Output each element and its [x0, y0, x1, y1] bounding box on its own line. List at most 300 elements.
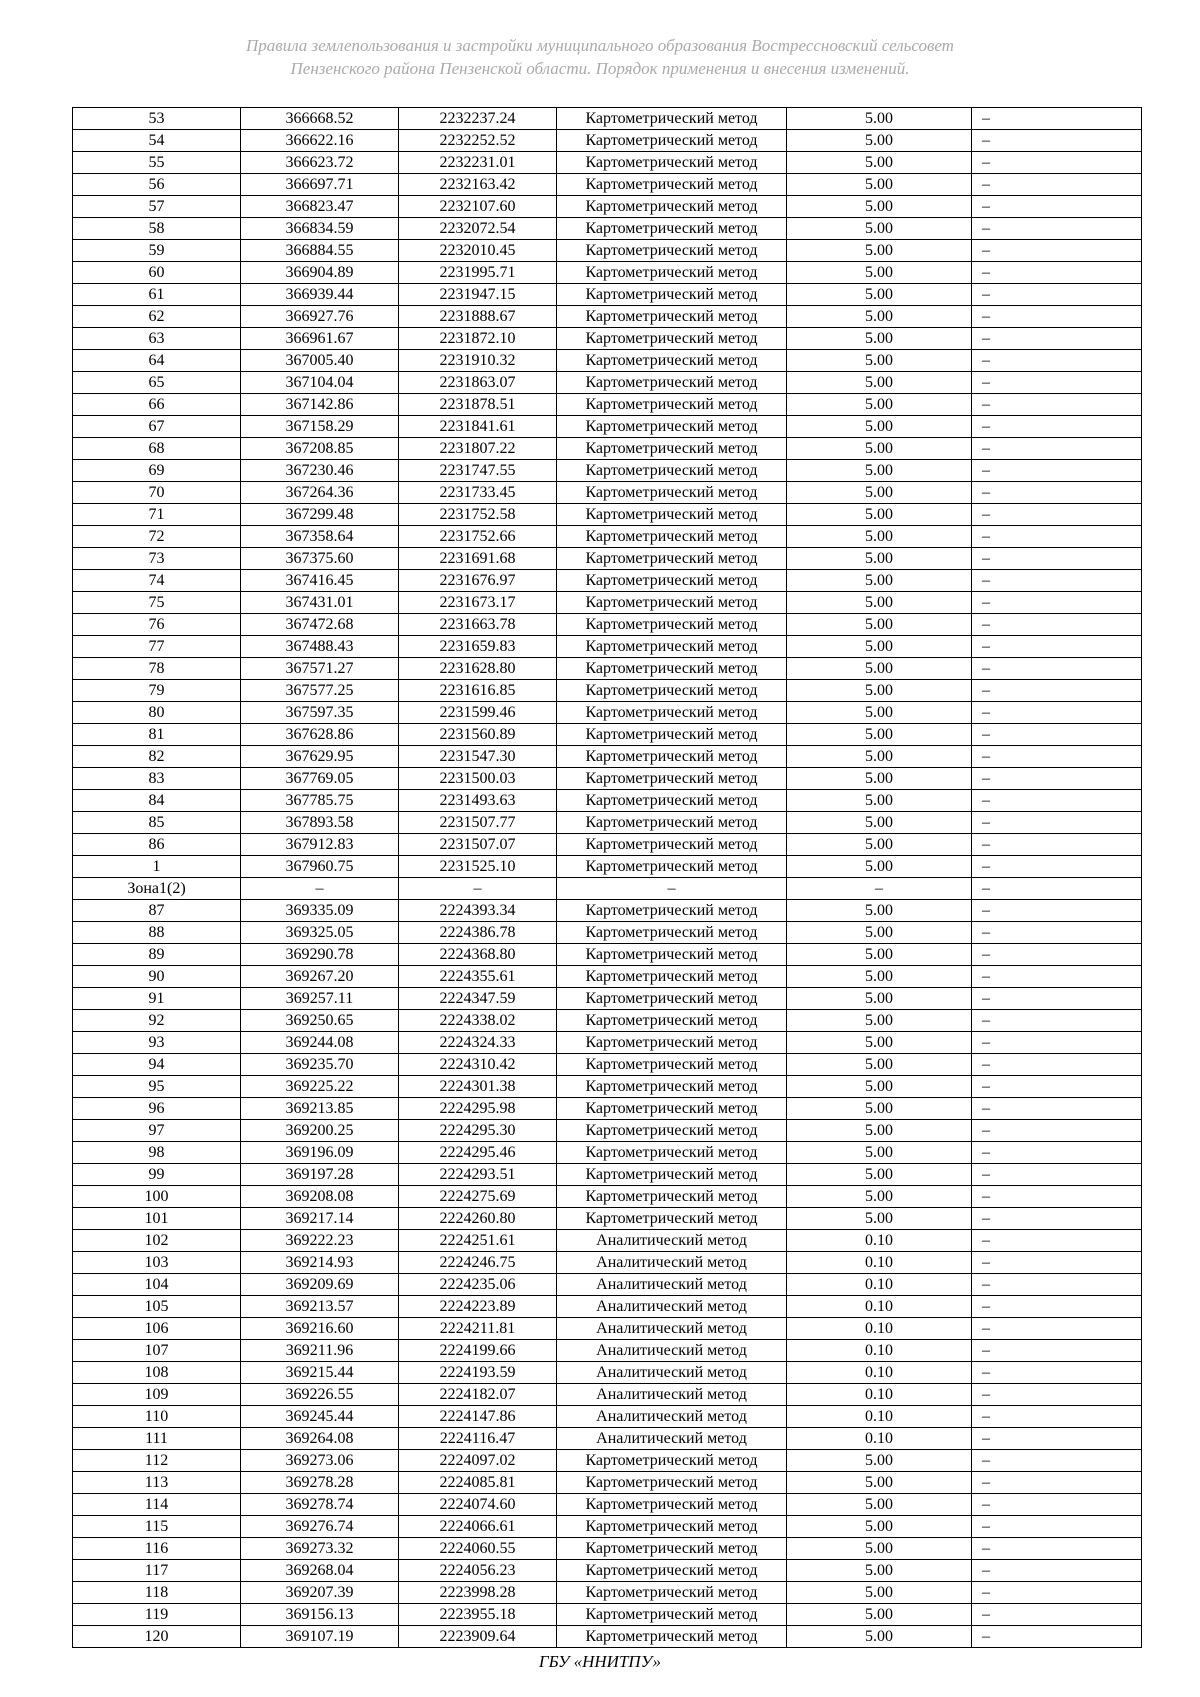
point-number-cell: 78 [73, 658, 241, 680]
coord-y-cell: 2231910.32 [399, 350, 557, 372]
coord-x-cell: 367005.40 [241, 350, 399, 372]
method-cell: Картометрический метод [557, 196, 787, 218]
coord-y-cell: 2231493.63 [399, 790, 557, 812]
coord-x-cell: 369273.32 [241, 1538, 399, 1560]
coord-x-cell: 366622.16 [241, 130, 399, 152]
point-number-cell: 70 [73, 482, 241, 504]
coord-y-cell: 2223998.28 [399, 1582, 557, 1604]
accuracy-cell: 5.00 [787, 416, 972, 438]
point-number-cell: 54 [73, 130, 241, 152]
method-cell: Картометрический метод [557, 746, 787, 768]
coord-y-cell: 2224193.59 [399, 1362, 557, 1384]
table-row [73, 504, 1142, 526]
table-row [73, 1142, 1142, 1164]
point-number-cell: 86 [73, 834, 241, 856]
coord-x-cell: 367571.27 [241, 658, 399, 680]
coord-y-cell: 2231616.85 [399, 680, 557, 702]
note-cell: – [972, 1428, 1142, 1450]
coord-y-cell: 2224295.30 [399, 1120, 557, 1142]
note-cell: – [972, 526, 1142, 548]
accuracy-cell: 0.10 [787, 1362, 972, 1384]
point-number-cell: 118 [73, 1582, 241, 1604]
method-cell: Картометрический метод [557, 482, 787, 504]
coord-x-cell: 369335.09 [241, 900, 399, 922]
point-number-cell: 64 [73, 350, 241, 372]
table-row [73, 1296, 1142, 1318]
coord-x-cell: 369250.65 [241, 1010, 399, 1032]
table-row [73, 834, 1142, 856]
point-number-cell: 89 [73, 944, 241, 966]
coord-y-cell: 2232163.42 [399, 174, 557, 196]
table-row [73, 1538, 1142, 1560]
table-row [73, 1494, 1142, 1516]
accuracy-cell: 5.00 [787, 658, 972, 680]
accuracy-cell: 5.00 [787, 834, 972, 856]
method-cell: Картометрический метод [557, 1054, 787, 1076]
coord-y-cell: 2224347.59 [399, 988, 557, 1010]
point-number-cell: 114 [73, 1494, 241, 1516]
coord-x-cell: 367769.05 [241, 768, 399, 790]
page-header [100, 34, 1100, 80]
point-number-cell: 66 [73, 394, 241, 416]
coord-y-cell: 2224085.81 [399, 1472, 557, 1494]
coord-x-cell: 369200.25 [241, 1120, 399, 1142]
method-cell: Картометрический метод [557, 614, 787, 636]
method-cell: Картометрический метод [557, 944, 787, 966]
method-cell: Аналитический метод [557, 1406, 787, 1428]
point-number-cell: 109 [73, 1384, 241, 1406]
method-cell: Картометрический метод [557, 218, 787, 240]
method-cell: Картометрический метод [557, 1208, 787, 1230]
note-cell: – [972, 1208, 1142, 1230]
note-cell: – [972, 988, 1142, 1010]
method-cell: Картометрический метод [557, 1186, 787, 1208]
note-cell: – [972, 548, 1142, 570]
coord-y-cell: 2224295.46 [399, 1142, 557, 1164]
accuracy-cell: 5.00 [787, 328, 972, 350]
coord-x-cell: 369216.60 [241, 1318, 399, 1340]
coord-y-cell: 2231659.83 [399, 636, 557, 658]
accuracy-cell: 0.10 [787, 1384, 972, 1406]
point-number-cell: 56 [73, 174, 241, 196]
coord-x-cell: 366697.71 [241, 174, 399, 196]
coord-y-cell: 2231863.07 [399, 372, 557, 394]
table-row [73, 768, 1142, 790]
note-cell: – [972, 1230, 1142, 1252]
accuracy-cell: 5.00 [787, 1582, 972, 1604]
note-cell: – [972, 658, 1142, 680]
point-number-cell: 75 [73, 592, 241, 614]
coord-x-cell: 369290.78 [241, 944, 399, 966]
table-row [73, 1164, 1142, 1186]
note-cell: – [972, 944, 1142, 966]
accuracy-cell: 5.00 [787, 1098, 972, 1120]
table-row [73, 1010, 1142, 1032]
coord-y-cell: 2224251.61 [399, 1230, 557, 1252]
note-cell: – [972, 350, 1142, 372]
note-cell: – [972, 922, 1142, 944]
coord-y-cell: 2224211.81 [399, 1318, 557, 1340]
method-cell: Аналитический метод [557, 1318, 787, 1340]
accuracy-cell: 5.00 [787, 1626, 972, 1648]
table-row [73, 790, 1142, 812]
table-row [73, 196, 1142, 218]
method-cell: Аналитический метод [557, 1230, 787, 1252]
coord-y-cell: 2224301.38 [399, 1076, 557, 1098]
note-cell: – [972, 262, 1142, 284]
accuracy-cell: 5.00 [787, 746, 972, 768]
note-cell: – [972, 1472, 1142, 1494]
method-cell: Картометрический метод [557, 1626, 787, 1648]
table-row [73, 416, 1142, 438]
point-number-cell: 74 [73, 570, 241, 592]
accuracy-cell: 5.00 [787, 306, 972, 328]
table-row [73, 1340, 1142, 1362]
point-number-cell: 62 [73, 306, 241, 328]
note-cell: – [972, 174, 1142, 196]
point-number-cell: 58 [73, 218, 241, 240]
coord-y-cell: 2231663.78 [399, 614, 557, 636]
point-number-cell: 82 [73, 746, 241, 768]
note-cell: – [972, 416, 1142, 438]
method-cell: Аналитический метод [557, 1362, 787, 1384]
coord-x-cell: 369207.39 [241, 1582, 399, 1604]
table-row [73, 966, 1142, 988]
coord-y-cell: 2231599.46 [399, 702, 557, 724]
header-line-1: Правила землепользования и застройки муниципального образования Вострессновский сельсовет [246, 36, 954, 55]
accuracy-cell: 5.00 [787, 174, 972, 196]
accuracy-cell: 5.00 [787, 548, 972, 570]
table-row [73, 702, 1142, 724]
point-number-cell: 98 [73, 1142, 241, 1164]
coord-x-cell: 366904.89 [241, 262, 399, 284]
table-row [73, 460, 1142, 482]
table-row [73, 306, 1142, 328]
table-row [73, 328, 1142, 350]
coord-x-cell: 369217.14 [241, 1208, 399, 1230]
method-cell: Картометрический метод [557, 1076, 787, 1098]
note-cell: – [972, 1274, 1142, 1296]
coord-x-cell: 366939.44 [241, 284, 399, 306]
point-number-cell: 102 [73, 1230, 241, 1252]
accuracy-cell: 5.00 [787, 944, 972, 966]
method-cell: Картометрический метод [557, 108, 787, 130]
point-number-cell: 55 [73, 152, 241, 174]
coord-x-cell: 367488.43 [241, 636, 399, 658]
note-cell: – [972, 1296, 1142, 1318]
coord-y-cell: 2231507.07 [399, 834, 557, 856]
coord-y-cell: 2231807.22 [399, 438, 557, 460]
accuracy-cell: 5.00 [787, 262, 972, 284]
coord-x-cell: 367158.29 [241, 416, 399, 438]
note-cell: – [972, 1362, 1142, 1384]
coord-x-cell: 367785.75 [241, 790, 399, 812]
point-number-cell: 88 [73, 922, 241, 944]
method-cell: Аналитический метод [557, 1274, 787, 1296]
note-cell: – [972, 1340, 1142, 1362]
point-number-cell: 77 [73, 636, 241, 658]
accuracy-cell: 5.00 [787, 1186, 972, 1208]
coord-x-cell: 367142.86 [241, 394, 399, 416]
point-number-cell: 112 [73, 1450, 241, 1472]
coord-x-cell: 367358.64 [241, 526, 399, 548]
accuracy-cell: 5.00 [787, 394, 972, 416]
point-number-cell: 91 [73, 988, 241, 1010]
note-cell: – [972, 152, 1142, 174]
table-row [73, 482, 1142, 504]
point-number-cell: 101 [73, 1208, 241, 1230]
note-cell: – [972, 724, 1142, 746]
method-cell: Картометрический метод [557, 240, 787, 262]
coord-x-cell: 369273.06 [241, 1450, 399, 1472]
point-number-cell: 83 [73, 768, 241, 790]
point-number-cell: 104 [73, 1274, 241, 1296]
coord-y-cell: 2232231.01 [399, 152, 557, 174]
method-cell: Картометрический метод [557, 636, 787, 658]
accuracy-cell: 5.00 [787, 1450, 972, 1472]
accuracy-cell: 5.00 [787, 614, 972, 636]
table-row [73, 1098, 1142, 1120]
coord-x-cell: 366823.47 [241, 196, 399, 218]
point-number-cell: 80 [73, 702, 241, 724]
point-number-cell: 111 [73, 1428, 241, 1450]
coord-x-cell: 369211.96 [241, 1340, 399, 1362]
coord-y-cell: 2224368.80 [399, 944, 557, 966]
coord-x-cell: 369278.28 [241, 1472, 399, 1494]
point-number-cell: 107 [73, 1340, 241, 1362]
coord-x-cell: 367629.95 [241, 746, 399, 768]
coord-x-cell: 367597.35 [241, 702, 399, 724]
note-cell: – [972, 460, 1142, 482]
note-cell: – [972, 614, 1142, 636]
accuracy-cell: 5.00 [787, 1010, 972, 1032]
coord-x-cell: 369264.08 [241, 1428, 399, 1450]
note-cell: – [972, 812, 1142, 834]
method-cell: Аналитический метод [557, 1384, 787, 1406]
accuracy-cell: 5.00 [787, 196, 972, 218]
coord-y-cell: 2231995.71 [399, 262, 557, 284]
table-row [73, 350, 1142, 372]
coord-x-cell: 369222.23 [241, 1230, 399, 1252]
note-cell: – [972, 834, 1142, 856]
coord-y-cell: 2232252.52 [399, 130, 557, 152]
method-cell: – [557, 878, 787, 900]
accuracy-cell: 5.00 [787, 988, 972, 1010]
point-number-cell: 97 [73, 1120, 241, 1142]
table-row [73, 1054, 1142, 1076]
point-number-cell: 99 [73, 1164, 241, 1186]
method-cell: Картометрический метод [557, 460, 787, 482]
method-cell: Картометрический метод [557, 1582, 787, 1604]
accuracy-cell: 5.00 [787, 922, 972, 944]
note-cell: – [972, 1076, 1142, 1098]
method-cell: Картометрический метод [557, 394, 787, 416]
method-cell: Аналитический метод [557, 1340, 787, 1362]
note-cell: – [972, 1560, 1142, 1582]
coord-x-cell: 369225.22 [241, 1076, 399, 1098]
point-number-cell: 53 [73, 108, 241, 130]
coord-y-cell: 2223955.18 [399, 1604, 557, 1626]
table-row [73, 1186, 1142, 1208]
note-cell: – [972, 372, 1142, 394]
method-cell: Картометрический метод [557, 1516, 787, 1538]
point-number-cell: 81 [73, 724, 241, 746]
coord-y-cell: 2224260.80 [399, 1208, 557, 1230]
coord-y-cell: 2231747.55 [399, 460, 557, 482]
method-cell: Аналитический метод [557, 1252, 787, 1274]
coord-y-cell: 2231507.77 [399, 812, 557, 834]
coord-y-cell: 2231547.30 [399, 746, 557, 768]
point-number-cell: 1 [73, 856, 241, 878]
point-number-cell: 94 [73, 1054, 241, 1076]
table-row [73, 1252, 1142, 1274]
coord-y-cell: 2231878.51 [399, 394, 557, 416]
coord-x-cell: 369213.57 [241, 1296, 399, 1318]
coord-x-cell: 369267.20 [241, 966, 399, 988]
coord-y-cell: 2224066.61 [399, 1516, 557, 1538]
note-cell: – [972, 306, 1142, 328]
method-cell: Картометрический метод [557, 592, 787, 614]
coord-x-cell: 367577.25 [241, 680, 399, 702]
note-cell: – [972, 1406, 1142, 1428]
coord-y-cell: 2224246.75 [399, 1252, 557, 1274]
point-number-cell: 59 [73, 240, 241, 262]
note-cell: – [972, 438, 1142, 460]
note-cell: – [972, 482, 1142, 504]
coord-x-cell: 369268.04 [241, 1560, 399, 1582]
coord-x-cell: 369235.70 [241, 1054, 399, 1076]
method-cell: Картометрический метод [557, 966, 787, 988]
coord-x-cell: 367912.83 [241, 834, 399, 856]
accuracy-cell: 5.00 [787, 152, 972, 174]
table-row [73, 262, 1142, 284]
table-row [73, 1472, 1142, 1494]
method-cell: Картометрический метод [557, 526, 787, 548]
accuracy-cell: 5.00 [787, 1560, 972, 1582]
accuracy-cell: 5.00 [787, 1054, 972, 1076]
table-row [73, 1362, 1142, 1384]
point-number-cell: 76 [73, 614, 241, 636]
coord-x-cell: 369214.93 [241, 1252, 399, 1274]
coord-x-cell: 367230.46 [241, 460, 399, 482]
accuracy-cell: 0.10 [787, 1428, 972, 1450]
coord-y-cell: 2231691.68 [399, 548, 557, 570]
accuracy-cell: 5.00 [787, 856, 972, 878]
coordinates-table-body [73, 108, 1142, 1648]
table-row [73, 218, 1142, 240]
coord-y-cell: 2223909.64 [399, 1626, 557, 1648]
point-number-cell: 96 [73, 1098, 241, 1120]
point-number-cell: 120 [73, 1626, 241, 1648]
method-cell: Аналитический метод [557, 1428, 787, 1450]
accuracy-cell: 0.10 [787, 1340, 972, 1362]
note-cell: – [972, 746, 1142, 768]
coord-y-cell: 2231872.10 [399, 328, 557, 350]
note-cell: – [972, 702, 1142, 724]
coord-y-cell: 2231628.80 [399, 658, 557, 680]
point-number-cell: 65 [73, 372, 241, 394]
coord-y-cell: 2224223.89 [399, 1296, 557, 1318]
point-number-cell: 117 [73, 1560, 241, 1582]
coord-x-cell: 366884.55 [241, 240, 399, 262]
point-number-cell: 72 [73, 526, 241, 548]
table-row [73, 636, 1142, 658]
table-row [73, 856, 1142, 878]
note-cell: – [972, 1516, 1142, 1538]
accuracy-cell: 5.00 [787, 108, 972, 130]
coord-y-cell: 2232237.24 [399, 108, 557, 130]
table-row [73, 878, 1142, 900]
coord-x-cell: 369197.28 [241, 1164, 399, 1186]
accuracy-cell: 5.00 [787, 1516, 972, 1538]
method-cell: Картометрический метод [557, 1164, 787, 1186]
point-number-cell: 60 [73, 262, 241, 284]
method-cell: Картометрический метод [557, 152, 787, 174]
coord-x-cell: 366961.67 [241, 328, 399, 350]
table-row [73, 1384, 1142, 1406]
method-cell: Картометрический метод [557, 438, 787, 460]
note-cell: – [972, 1450, 1142, 1472]
table-row [73, 1230, 1142, 1252]
coord-x-cell: 366668.52 [241, 108, 399, 130]
table-row [73, 174, 1142, 196]
method-cell: Картометрический метод [557, 130, 787, 152]
point-number-cell: 95 [73, 1076, 241, 1098]
point-number-cell: 61 [73, 284, 241, 306]
table-row [73, 1626, 1142, 1648]
coord-x-cell: 369257.11 [241, 988, 399, 1010]
note-cell: – [972, 1626, 1142, 1648]
coord-y-cell: 2224097.02 [399, 1450, 557, 1472]
point-number-cell: 116 [73, 1538, 241, 1560]
coord-x-cell: 367299.48 [241, 504, 399, 526]
point-number-cell: 67 [73, 416, 241, 438]
method-cell: Картометрический метод [557, 988, 787, 1010]
accuracy-cell: 5.00 [787, 240, 972, 262]
coord-y-cell: 2231560.89 [399, 724, 557, 746]
point-number-cell: 110 [73, 1406, 241, 1428]
point-number-cell: 73 [73, 548, 241, 570]
table-row [73, 108, 1142, 130]
method-cell: Картометрический метод [557, 262, 787, 284]
note-cell: – [972, 592, 1142, 614]
coord-y-cell: – [399, 878, 557, 900]
coord-x-cell: 369215.44 [241, 1362, 399, 1384]
coord-x-cell: 366623.72 [241, 152, 399, 174]
coord-y-cell: 2231733.45 [399, 482, 557, 504]
table-row [73, 1032, 1142, 1054]
coord-x-cell: 367416.45 [241, 570, 399, 592]
note-cell: – [972, 1142, 1142, 1164]
accuracy-cell: 5.00 [787, 1494, 972, 1516]
table-row [73, 1274, 1142, 1296]
accuracy-cell: 5.00 [787, 592, 972, 614]
accuracy-cell: 5.00 [787, 702, 972, 724]
point-number-cell: 106 [73, 1318, 241, 1340]
accuracy-cell: – [787, 878, 972, 900]
coord-y-cell: 2224324.33 [399, 1032, 557, 1054]
method-cell: Картометрический метод [557, 548, 787, 570]
coord-x-cell: 367264.36 [241, 482, 399, 504]
accuracy-cell: 5.00 [787, 284, 972, 306]
coord-x-cell: 367431.01 [241, 592, 399, 614]
table-row [73, 988, 1142, 1010]
accuracy-cell: 5.00 [787, 1120, 972, 1142]
coord-y-cell: 2231673.17 [399, 592, 557, 614]
coord-y-cell: 2224393.34 [399, 900, 557, 922]
table-row [73, 284, 1142, 306]
accuracy-cell: 5.00 [787, 900, 972, 922]
